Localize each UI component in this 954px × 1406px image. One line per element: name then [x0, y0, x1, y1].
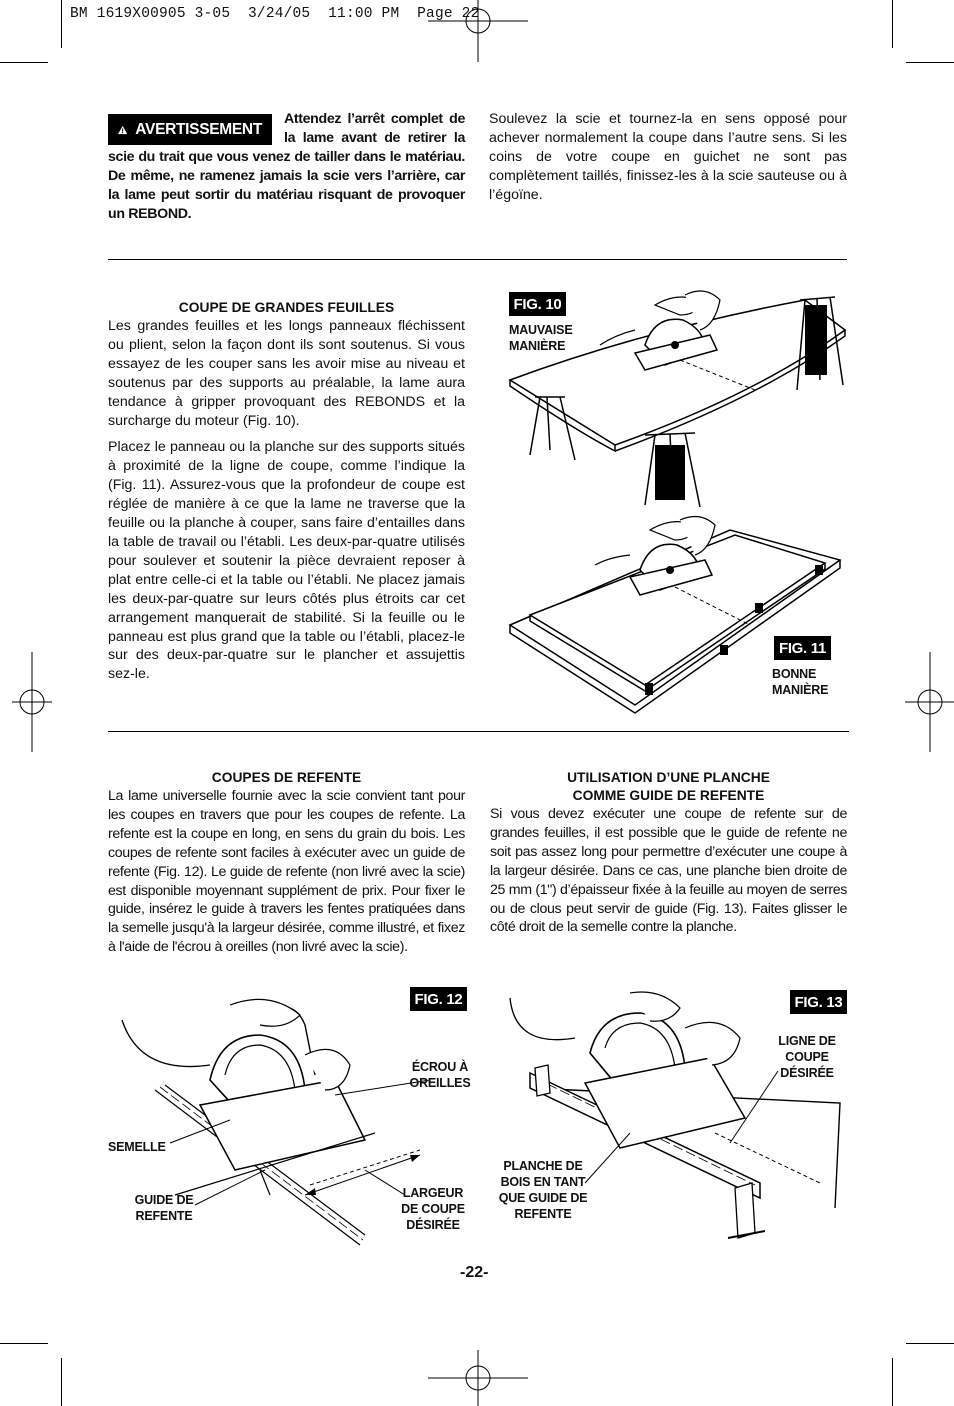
- fig12-label-rip-guide: GUIDE DE REFENTE: [134, 1193, 194, 1223]
- top-right-paragraph: Soulevez la scie et tournez-la en sens opposé pour achever normalement la coupe dans l’autre sens. Si les coins de votre coupe en guichet ne sont pas complètement taillés, finissez-les à la scie sauteuse ou à l’égoïne.: [489, 111, 847, 203]
- board-guide-heading-line1: UTILISATION D’UNE PLANCHE: [567, 770, 770, 785]
- fig10-label-wrong-way: MAUVAISE MANIÈRE: [509, 323, 573, 353]
- crop-mark: [0, 1343, 48, 1344]
- sheets-section: [108, 299, 465, 684]
- warning-block: [108, 110, 465, 223]
- board-guide-paragraph: Si vous devez exécuter une coupe de refente sur de grandes feuilles, il est possible que le guide de refente ne soit pas assez long pour permettre d’exécuter une coupe à la largeur désirée. Dans ce cas, une planche bien droite de 25 mm (1") d’épaisseur fixée à la feuille au moyen de serres ou de clous peut servir de guide (Fig. 13). Faites glisser le côté droit de la semelle contre la planche.: [490, 806, 847, 936]
- board-guide-section: [490, 769, 847, 937]
- crop-mark: [0, 62, 48, 63]
- fig11-label-right-way: BONNE MANIÈRE: [772, 667, 829, 697]
- sheets-paragraph-2: Placez le panneau ou la planche sur des supports situés à proximité de la ligne de coupe, comme l’indique la (Fig. 11). Assurez-vous que la profondeur de coupe est réglée de manière à ce que la lame ne traverse que la feuille ou la planche à couper, sans faire d’entailles dans la table de travail ou l’établi. Les deux-par-quatre utilisés pour soulever et soutenir la pièce devraient reposer à plat entre celle-ci et la table ou l’établi. Ne placez jamais les deux-par-quatre sur leurs côtés plus étroits car cet arrangement manquerait de stabilité. Si la feuille ou le panneau est plus grand que la table ou l’établi, placez-le sur des deux-par-quatre sur le plancher et assujettis sez-le.: [108, 439, 465, 683]
- registration-mark-top: [428, 0, 528, 62]
- board-guide-heading-line2: COMME GUIDE DE REFENTE: [572, 788, 765, 803]
- rip-paragraph: La lame universelle fournie avec la scie convient tant pour les coupes en travers que pour les coupes de refente. La refente est la coupe en long, en sens du grain du bois. Les coupes de refente sont faciles à exécuter avec un guide de refente (Fig. 12). Le guide de refente (non livré avec la scie) est disponible moyennant supplément de prix. Pour fixer le guide, insérez le guide à travers les fentes pratiquées dans la semelle jusqu'à la largeur désirée, comme illustré, et fixez à l'aide de l'écrou à oreilles (non livré avec la scie).: [108, 788, 465, 956]
- fig12-badge: FIG. 12: [410, 987, 467, 1011]
- fig12-label-wing-nut: ÉCROU À OREILLES: [409, 1060, 471, 1090]
- crop-mark: [906, 1343, 954, 1344]
- rip-section: [108, 769, 465, 957]
- print-slug: BM 1619X00905 3-05 3/24/05 11:00 PM Page 22: [70, 6, 480, 22]
- warning-text: Attendez l’arrêt complet de la lame avant de retirer la scie du trait que vous venez de tailler dans le matériau. De même, ne ramenez jamais la scie vers l’arrière, car la lame peut sortir du matériau risquant de provoquer un REBOND.: [108, 111, 465, 222]
- registration-mark-bottom: [428, 1350, 528, 1406]
- crop-mark: [906, 62, 954, 63]
- section-divider: [108, 731, 849, 732]
- sheets-heading: COUPE DE GRANDES FEUILLES: [178, 300, 395, 315]
- fig13-badge: FIG. 13: [790, 990, 847, 1014]
- fig10-badge: FIG. 10: [509, 292, 566, 316]
- section-divider: [108, 259, 847, 260]
- registration-mark-right: [905, 652, 954, 752]
- fig12-label-shoe: SEMELLE: [108, 1140, 166, 1154]
- fig12-label-cut-width: LARGEUR DE COUPE DÉSIRÉE: [401, 1186, 465, 1232]
- sheets-paragraph-1: Les grandes feuilles et les longs panneaux fléchissent ou plient, selon la façon dont ils sont soutenus. Si vous essayez de les couper sans les avoir mise au niveau et soutenus par des supports au préalable, la lame aura tendance à gripper provoquant des REBONDS et la surcharge du moteur (Fig. 10).: [108, 318, 465, 429]
- fig13-label-cut-line: LIGNE DE COUPE DÉSIRÉE: [778, 1034, 836, 1080]
- fig10-illustration-sagging-panel: [505, 285, 855, 515]
- registration-mark-left: [12, 652, 52, 752]
- page-number: -22-: [460, 1264, 489, 1281]
- fig13-label-board-guide: PLANCHE DE BOIS EN TANT QUE GUIDE DE REFENTE: [498, 1159, 588, 1221]
- crop-mark: [892, 1358, 893, 1406]
- warning-badge-label: AVERTISSEMENT: [135, 120, 262, 138]
- rip-heading: COUPES DE REFENTE: [211, 770, 362, 785]
- crop-mark: [61, 0, 62, 48]
- crop-mark: [61, 1358, 62, 1406]
- fig11-badge: FIG. 11: [774, 636, 831, 660]
- crop-mark: [892, 0, 893, 48]
